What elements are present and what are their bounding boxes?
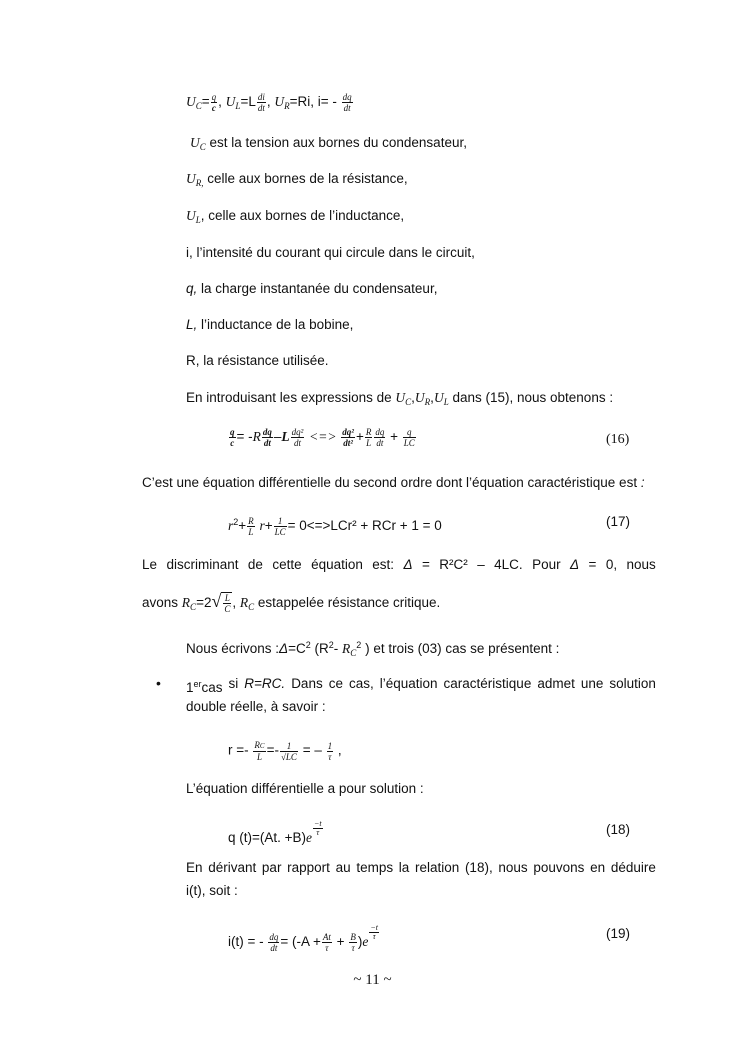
def-ur: $U_{R,}$ celle aux bornes de la résistance, <box>186 171 408 188</box>
rc-line: avons $R_C=2√$ $\frac{L}{C}$ , $R_C$ estappelée résistance critique. <box>142 591 441 614</box>
def-uc: $U_C$ est la tension aux bornes du condensateur, <box>190 135 467 152</box>
equation-17: $r^2+$ $\frac{R}{L}$ r+ $\frac{1}{LC}$ = 0<=>LCr² + RCr + 1 = 0 <box>228 515 442 537</box>
nous-ecrivons-line: Nous écrivons $:\Delta=C^2$ ($R^2-$ $R_C^2$ ) et trois (03) cas se présentent : <box>186 640 560 658</box>
equation-18-number: (18) <box>606 822 631 837</box>
page-number: ~ 11 ~ <box>353 972 392 988</box>
discriminant-line: Le discriminant de cette équation est: Δ = R²C² – 4LC. Pour Δ = 0, nous <box>142 557 656 572</box>
def-i: i, l’intensité du courant qui circule dans le circuit, <box>186 245 475 260</box>
intro-line: En introduisant les expressions de $U_C,U_R,U_L$ dans (15), nous obtenons : <box>186 390 614 407</box>
definitions-formula: $U_C=$ $\frac{q}{c}$ , $U_L=L$ $\frac{di}{dt}$ , $U_R=Ri$, i= - $\frac{dq}{dt}$ <box>186 92 352 113</box>
def-q: q, la charge instantanée du condensateur, <box>186 281 438 296</box>
case1-bullet: • <box>156 675 161 691</box>
def-L: L, l’inductance de la bobine, <box>186 317 354 332</box>
equation-19: i(t) = - $\frac{dq}{dt}$ = (-A + $\frac{At}{\tau}$ + $\frac{B}{\tau}$ )e $\frac{-t}{\tau}$ <box>228 923 378 953</box>
equation-18: q (t)=(At. +B)e $\frac{-t}{\tau}$ <box>228 819 322 845</box>
case1-line2: double réelle, à savoir : <box>186 699 326 714</box>
equation-r: r =- $\frac{RC}{L}$ =- $\frac{1}{√LC}$ = – $\frac{1}{\tau}$ , <box>228 740 342 762</box>
derive-line1: En dérivant par rapport au temps la relation (18), nous pouvons en déduire <box>186 860 656 875</box>
def-R: R, la résistance utilisée. <box>186 353 329 368</box>
equation-19-number: (19) <box>606 926 631 941</box>
equation-17-number: (17) <box>606 514 631 529</box>
solution-text: L’équation différentielle a pour solution : <box>186 781 424 796</box>
equation-16-number: (16) <box>606 432 630 447</box>
case1-line1: 1ercas si R=RC. Dans ce cas, l’équation caractéristique admet une solution <box>186 676 656 695</box>
derive-line2: i(t), soit : <box>186 883 238 898</box>
equation-16: $\frac{q}{c}$ = -R $\frac{dq}{dt}$ –L $\frac{\text{dq²}}{dt}$ <=> $\frac{\text{dq²}}{\text{dt²}}$ + $\frac{R}{L}$ $\frac{dq}{dt}$ + $\frac{q}{LC}$ <box>230 427 415 448</box>
def-ul: $U_L$, celle aux bornes de l’inductance, <box>186 208 405 225</box>
statement-line: C’est une équation différentielle du second ordre dont l’équation caractéristique est : <box>142 475 645 490</box>
